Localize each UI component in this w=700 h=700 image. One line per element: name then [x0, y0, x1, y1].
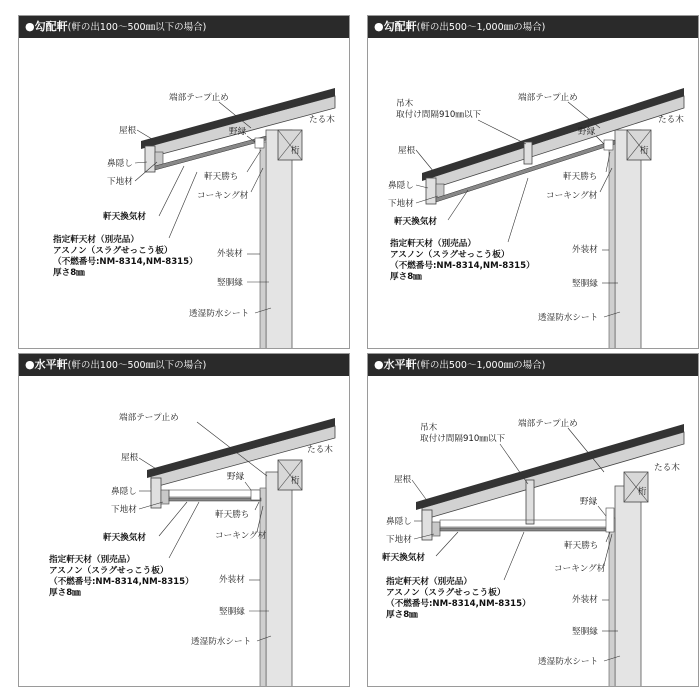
ceiling-joist [440, 520, 608, 527]
exterior-siding [260, 142, 266, 349]
spec-line-1: 指定軒天材（別売品） [386, 577, 472, 587]
panel-title: ●勾配軒 [25, 20, 68, 33]
spec-line-2: アスノン（スラグせっこう板） [53, 246, 173, 256]
exterior-siding [609, 518, 615, 687]
label-nobuchi: 野縁 [227, 472, 245, 482]
label-beam: 桁 [291, 476, 300, 486]
wall-stud [615, 130, 641, 349]
label-rafter: たる木 [658, 115, 684, 125]
label-shitaji: 下地材 [388, 199, 414, 209]
panel-subtitle: (軒の出100～500㎜以下の場合) [67, 22, 207, 33]
ceiling-joist [169, 490, 259, 497]
label-shitaji: 下地材 [107, 177, 133, 187]
label-end-tape: 端部テープ止め [518, 93, 578, 103]
label-membrane: 透湿防水シート [189, 309, 250, 319]
label-beam: 桁 [638, 487, 647, 497]
label-roof: 屋根 [398, 146, 416, 156]
base-material [161, 490, 169, 504]
eave-diagram [368, 376, 699, 687]
label-shitaji: 下地材 [386, 535, 412, 545]
label-hanger: 吊木 [420, 423, 438, 433]
label-furring: 竪胴縁 [572, 627, 598, 637]
label-hanakakushi: 鼻隠し [111, 487, 137, 497]
panel-title: ●水平軒 [374, 358, 417, 371]
panel-header [368, 16, 698, 38]
hanger-block [526, 480, 534, 524]
fascia-board [426, 178, 436, 204]
panel-header [19, 354, 349, 376]
panel-header [19, 16, 349, 38]
spec-line-4: 厚さ8㎜ [53, 268, 85, 278]
exterior-siding [609, 142, 615, 349]
panel-flat-eave-short [18, 353, 350, 687]
panel-title: ●水平軒 [25, 358, 68, 371]
vent-part [251, 490, 260, 500]
label-nobuchi: 野縁 [578, 127, 596, 137]
soffit-board [169, 498, 261, 501]
label-caulking: コーキング材 [215, 531, 267, 541]
spec-line-2: アスノン（スラグせっこう板） [390, 250, 510, 260]
label-hanakakushi: 鼻隠し [386, 517, 412, 527]
fascia-board [151, 478, 161, 508]
label-furring: 竪胴縁 [217, 278, 243, 288]
label-membrane: 透湿防水シート [538, 657, 599, 667]
label-furring: 竪胴縁 [219, 607, 245, 617]
label-roof: 屋根 [119, 126, 137, 136]
label-hanger-spacing: 取付け間隔910㎜以下 [396, 110, 482, 120]
label-furring: 竪胴縁 [572, 279, 598, 289]
label-end-tape: 端部テープ止め [169, 93, 229, 103]
label-end-tape: 端部テープ止め [119, 413, 179, 423]
panel-sloped-eave-short [18, 15, 350, 349]
label-roof: 屋根 [121, 453, 139, 463]
spec-line-3: （不燃番号:NM-8314,NM-8315） [49, 577, 194, 587]
label-caulking: コーキング材 [197, 191, 249, 201]
label-rafter: たる木 [654, 463, 680, 473]
label-beam: 桁 [291, 146, 300, 156]
spec-line-2: アスノン（スラグせっこう板） [386, 588, 506, 598]
label-nokiten-gachi: 軒天勝ち [563, 172, 598, 182]
label-rafter: たる木 [309, 115, 335, 125]
spec-line-4: 厚さ8㎜ [49, 588, 81, 598]
spec-line-2: アスノン（スラグせっこう板） [49, 566, 169, 576]
label-hanakakushi: 鼻隠し [388, 181, 414, 191]
panel-subtitle: (軒の出100～500㎜以下の場合) [67, 360, 207, 371]
spec-line-1: 指定軒天材（別売品） [390, 239, 476, 249]
label-nokiten-gachi: 軒天勝ち [564, 541, 599, 551]
label-exterior: 外装材 [219, 575, 245, 585]
label-vent: 軒天換気材 [382, 553, 425, 563]
vent-part [606, 508, 614, 532]
wall-stud [266, 472, 292, 687]
spec-line-3: （不燃番号:NM-8314,NM-8315） [386, 599, 531, 609]
spec-line-3: （不燃番号:NM-8314,NM-8315） [53, 257, 198, 267]
label-rafter: たる木 [307, 445, 333, 455]
panel-title: ●勾配軒 [374, 20, 417, 33]
spec-line-1: 指定軒天材（別売品） [49, 555, 135, 565]
spec-line-3: （不燃番号:NM-8314,NM-8315） [390, 261, 535, 271]
label-vent: 軒天換気材 [103, 212, 146, 222]
label-caulking: コーキング材 [554, 564, 606, 574]
label-hanger: 吊木 [396, 99, 414, 109]
label-vent: 軒天換気材 [103, 533, 146, 543]
spec-line-1: 指定軒天材（別売品） [53, 235, 139, 245]
panel-subtitle: (軒の出500～1,000㎜の場合) [416, 22, 546, 33]
panel-header [368, 354, 698, 376]
eave-diagram [19, 376, 350, 687]
panel-sloped-eave-long [367, 15, 699, 349]
soffit-board [440, 528, 610, 531]
wall-stud [266, 130, 292, 349]
label-roof: 屋根 [394, 475, 412, 485]
label-hanger-spacing: 取付け間隔910㎜以下 [420, 434, 506, 444]
base-material [155, 152, 163, 166]
spec-line-4: 厚さ8㎜ [390, 272, 422, 282]
vent-part [604, 140, 613, 150]
panel-flat-eave-long [367, 353, 699, 687]
eave-diagram [368, 38, 699, 349]
label-vent: 軒天換気材 [394, 217, 437, 227]
label-end-tape: 端部テープ止め [518, 419, 578, 429]
label-nokiten-gachi: 軒天勝ち [215, 510, 250, 520]
wall-stud [615, 486, 641, 687]
label-membrane: 透湿防水シート [191, 637, 252, 647]
label-hanakakushi: 鼻隠し [107, 159, 133, 169]
vent-part [255, 138, 264, 148]
label-exterior: 外装材 [572, 595, 598, 605]
label-exterior: 外装材 [217, 249, 243, 259]
label-membrane: 透湿防水シート [538, 313, 599, 323]
eave-diagram [19, 38, 350, 349]
label-nobuchi: 野縁 [580, 497, 598, 507]
hanger-block [524, 142, 532, 164]
label-exterior: 外装材 [572, 245, 598, 255]
label-nobuchi: 野縁 [229, 127, 247, 137]
exterior-siding [260, 488, 266, 687]
spec-line-4: 厚さ8㎜ [386, 610, 418, 620]
label-caulking: コーキング材 [546, 191, 598, 201]
label-beam: 桁 [640, 146, 649, 156]
label-nokiten-gachi: 軒天勝ち [204, 172, 239, 182]
panel-subtitle: (軒の出500～1,000㎜の場合) [416, 360, 546, 371]
label-shitaji: 下地材 [111, 505, 137, 515]
